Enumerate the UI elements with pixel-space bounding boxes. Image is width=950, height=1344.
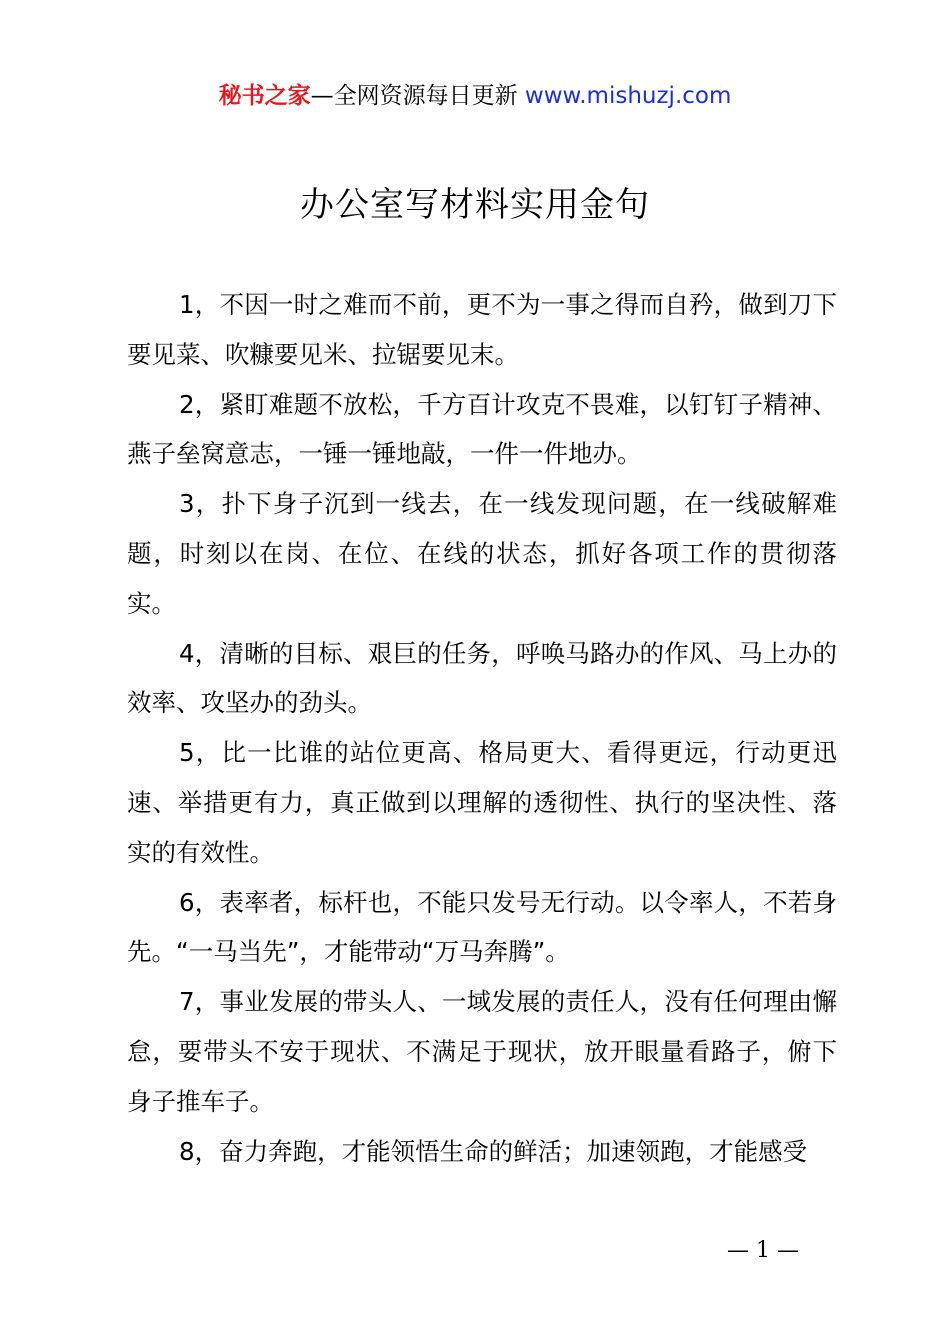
paragraph-5: 5，比一比谁的站位更高、格局更大、看得更远，行动更迅速、举措更有力，真正做到以理解的透彻性、执行的坚决性、落实的有效性。: [127, 738, 837, 867]
paragraph-1: 1，不因一时之难而不前，更不为一事之得而自矜，做到刀下要见菜、吹糠要见米、拉锯要见末。: [127, 290, 837, 369]
paragraph-3: 3，扑下身子沉到一线去，在一线发现问题，在一线破解难题，时刻以在岗、在位、在线的状态，抓好各项工作的贯彻落实。: [127, 489, 837, 618]
paragraph-4: 4，清晰的目标、艰巨的任务，呼唤马路办的作风、马上办的效率、攻坚办的劲头。: [127, 638, 837, 718]
document-title: 办公室写材料实用金句: [300, 185, 650, 225]
brand-name: 秘书之家: [218, 83, 311, 109]
header-tagline: —全网资源每日更新: [310, 83, 525, 109]
document-body: [127, 280, 837, 1176]
paragraph-8: 8，奋力奔跑，才能领悟生命的鲜活；加速领跑，才能感受: [179, 1136, 808, 1166]
paragraph-6: 6，表率者，标杆也，不能只发号无行动。以令率人，不若身先。“一马当先”，才能带动“万马奔腾”。: [127, 887, 837, 967]
page-number: — 1 —: [727, 1238, 799, 1263]
site-url[interactable]: www.mishuzj.com: [524, 83, 732, 109]
site-header: [0, 80, 950, 112]
paragraph-7: 7，事业发展的带头人、一域发展的责任人，没有任何理由懈怠，要带头不安于现状、不满足于现状，放开眼量看路子，俯下身子推车子。: [127, 987, 837, 1116]
paragraph-2: 2，紧盯难题不放松，千方百计攻克不畏难，以钉钉子精神、燕子垒窝意志，一锤一锤地敲，一件一件地办。: [127, 389, 837, 469]
